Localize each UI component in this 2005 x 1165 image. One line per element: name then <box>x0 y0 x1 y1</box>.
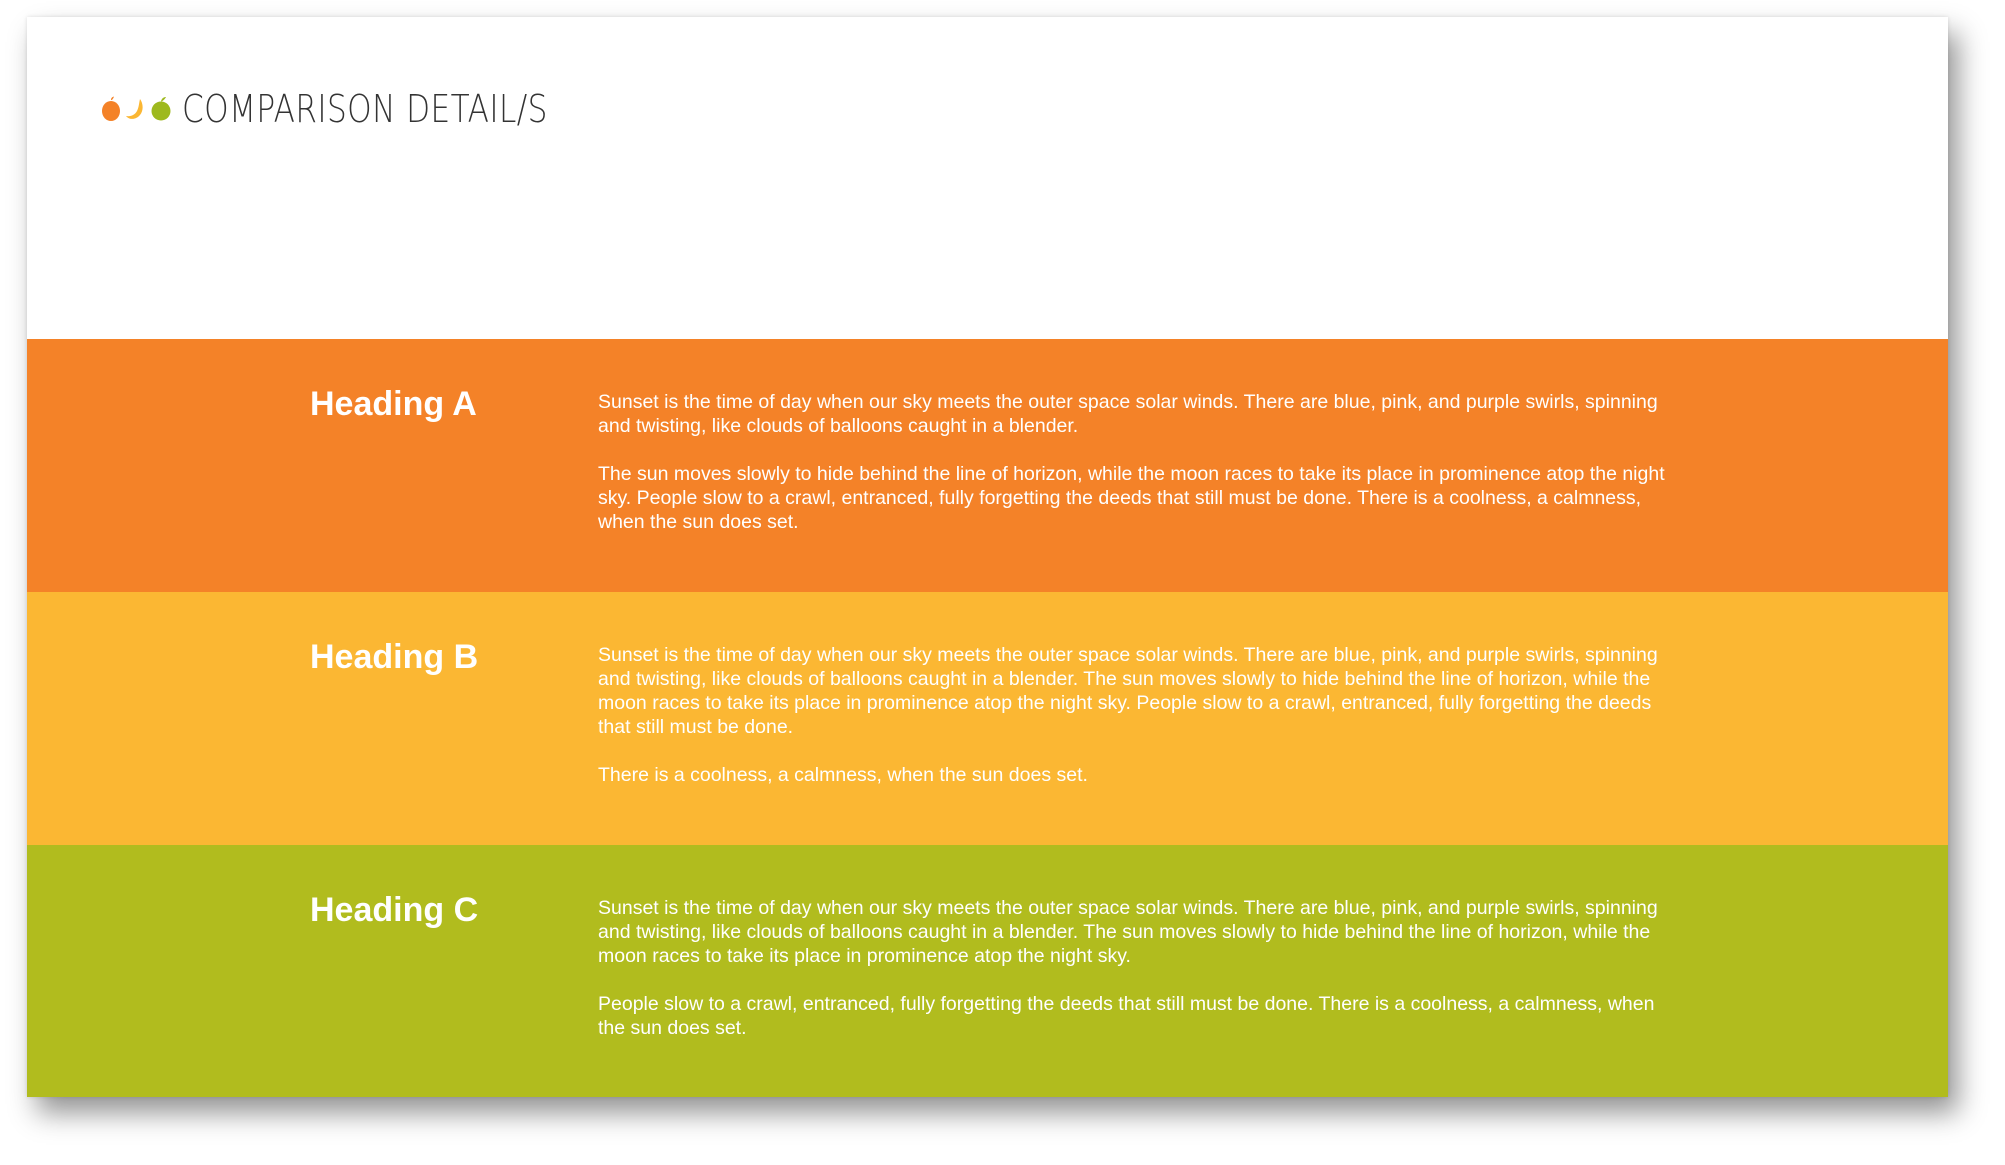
slide-header <box>100 79 628 139</box>
section-body <box>598 390 1678 534</box>
section-paragraph: There is a coolness, a calmness, when the sun does set. <box>598 764 1088 786</box>
section-heading: Heading C <box>310 891 479 929</box>
orange-fruit-icon <box>100 96 122 122</box>
section-body <box>598 896 1678 1040</box>
section-paragraph: Sunset is the time of day when our sky meets the outer space solar winds. There are blue, pink, and purple swirls, spinning and twisting, like clouds of balloons caught in a blender. <box>598 391 1658 437</box>
lime-icon <box>150 96 172 122</box>
fruit-logo <box>100 96 172 122</box>
banana-icon <box>124 96 148 122</box>
slide <box>27 17 1948 1097</box>
section-paragraph: People slow to a crawl, entranced, fully forgetting the deeds that still must be done. There is a coolness, a calmness, when the sun does set. <box>598 993 1655 1039</box>
section-band-b <box>27 592 1948 845</box>
section-paragraph: The sun moves slowly to hide behind the line of horizon, while the moon races to take its place in prominence atop the night sky. People slow to a crawl, entranced, fully forgetting the deeds that still must be done. There is a coolness, a calmness, when the sun does set. <box>598 463 1665 533</box>
page-title: COMPARISON DETAIL/S <box>182 87 548 131</box>
section-paragraph: Sunset is the time of day when our sky meets the outer space solar winds. There are blue, pink, and purple swirls, spinning and twisting, like clouds of balloons caught in a blender. The sun moves slowly to hide behind the line of horizon, while the moon races to take its place in prominence atop the night sky. People slow to a crawl, entranced, fully forgetting the deeds that still must be done. <box>598 644 1658 738</box>
section-body <box>598 643 1678 787</box>
section-paragraph: Sunset is the time of day when our sky meets the outer space solar winds. There are blue, pink, and purple swirls, spinning and twisting, like clouds of balloons caught in a blender. The sun moves slowly to hide behind the line of horizon, while the moon races to take its place in prominence atop the night sky. <box>598 897 1658 967</box>
section-heading: Heading A <box>310 385 477 423</box>
section-band-a <box>27 339 1948 592</box>
section-heading: Heading B <box>310 638 479 676</box>
section-band-c <box>27 845 1948 1097</box>
